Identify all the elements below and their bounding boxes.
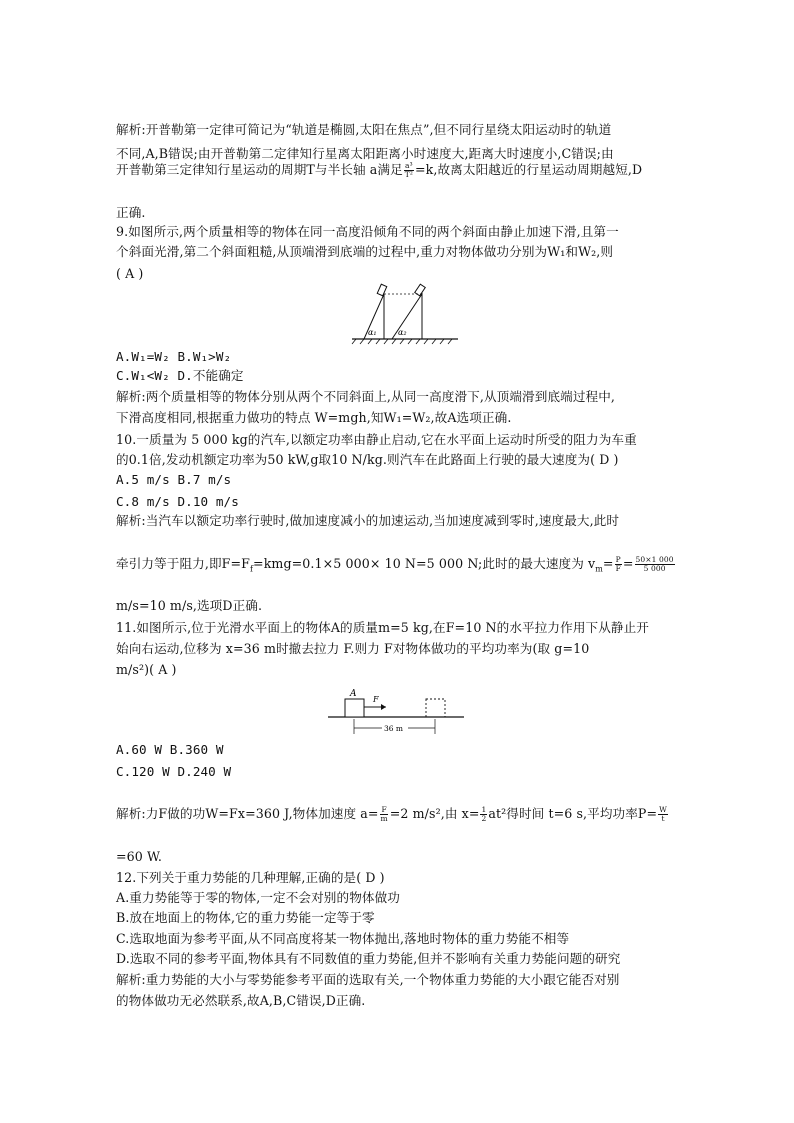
q9-inclined-planes-figure — [350, 282, 460, 346]
q11-options-ab: A.60 W B.360 W — [116, 742, 224, 757]
q11-explanation-line2: =60 W. — [116, 849, 162, 864]
q10-explanation-line3: m/s=10 m/s,选项D正确. — [116, 598, 263, 613]
frac-num: 50×1 000 — [635, 555, 674, 564]
block-a-label: A — [350, 689, 357, 699]
q11-text-b: =2 m/s²,由 x= — [389, 806, 480, 821]
fraction-power-force — [635, 556, 675, 573]
q11-block-figure — [326, 682, 466, 738]
q10-text-b: =kmg=0.1×5 000× 10 N=5 000 N;此时的最大速度为 v — [253, 556, 596, 571]
q11-text-a: 解析:力F做的功W=Fx=360 J,物体加速度 a= — [116, 806, 379, 821]
q12-explanation-line2: 的物体做功无必然联系,故A,B,C错误,D正确. — [116, 993, 366, 1008]
q8-explanation-line1: 解析:开普勒第一定律可简记为“轨道是椭圆,太阳在焦点”,但不同行星绕太阳运动时的轨道 — [116, 122, 612, 137]
q9-explanation-line1: 解析:两个质量相等的物体分别从两个不同斜面上,从同一高度滑下,从顶端滑到底端过程中, — [116, 389, 616, 404]
q8-text-b: =k,故离太阳越近的行星运动周期越短,D — [415, 162, 643, 177]
q10-explanation-line1: 解析:当汽车以额定功率行驶时,做加速度减小的加速运动,当加速度减到零时,速度最大,此时 — [116, 513, 620, 528]
q9-answer: ( A ) — [116, 266, 144, 281]
frac-den: m — [380, 814, 388, 823]
q10-explanation-line2: 牵引力等于阻力,即$F=F_f=kmg=0.1\times 5$ 000× 10 N=5 000 N;此时的最大速度为 $v_m=$ $\frac{P}{F}$ = $\frac{50\times 1 000}{5 000}$ — [116, 555, 674, 574]
q12-option-c: C.选取地面为参考平面,从不同高度将某一物体抛出,落地时物体的重力势能不相等 — [116, 931, 570, 946]
q10-equals: = — [602, 556, 614, 571]
q9-options-ab: A.W₁=W₂ B.W₁>W₂ — [116, 349, 232, 364]
q9-explanation-line2: 下滑高度相同,根据重力做功的特点 W=mgh,知W₁=W₂,故A选项正确. — [116, 410, 512, 425]
q12-stem: 12.下列关于重力势能的几种理解,正确的是( D ) — [116, 870, 385, 885]
q8-explanation-line3 — [116, 162, 642, 179]
q12-option-b: B.放在地面上的物体,它的重力势能一定等于零 — [116, 910, 375, 925]
q11-stem-line2: 始向右运动,位移为 x=36 m时撤去拉力 F.则力 F对物体做功的平均功率为(取 g=10 — [116, 641, 590, 656]
fraction-f-m — [380, 806, 389, 823]
q11-options-cd: C.120 W D.240 W — [116, 764, 232, 779]
q10-stem-line2: 的0.1倍,发动机额定功率为50 kW,g取10 N/kg.则汽车在此路面上行驶的最大速度为( D ) — [116, 452, 619, 467]
frac-num: a³ — [405, 161, 413, 170]
frac-num: W — [659, 805, 667, 814]
fraction-w-t — [658, 806, 668, 823]
force-f-label: F — [373, 695, 379, 704]
distance-label: 36 m — [384, 724, 404, 733]
q12-option-d: D.选取不同的参考平面,物体具有不同数值的重力势能,但并不影响有关重力势能问题的研究 — [116, 951, 621, 966]
q11-text-c: at²得时间 t=6 s,平均功率P= — [488, 806, 658, 821]
q9-options-cd: C.W₁<W₂ D.不能确定 — [116, 368, 244, 383]
frac-den: t — [661, 814, 665, 823]
q11-stem-line1: 11.如图所示,位于光滑水平面上的物体A的质量m=5 kg,在F=10 N的水平拉力作用下从静止开 — [116, 620, 649, 635]
q9-stem-line1: 9.如图所示,两个质量相等的物体在同一高度沿倾角不同的两个斜面由静止加速下滑,且第一 — [116, 224, 619, 239]
q9-stem-line2: 个斜面光滑,第二个斜面粗糙,从顶端滑到底端的过程中,重力对物体做功分别为W₁和W₂,则 — [116, 244, 614, 259]
q8-explanation-line4: 正确. — [116, 205, 146, 220]
q11-explanation-line1 — [116, 806, 669, 823]
q12-explanation-line1: 解析:重力势能的大小与零势能参考平面的选取有关,一个物体重力势能的大小跟它能否对别 — [116, 972, 620, 987]
q8-text-a: 开普勒第三定律知行星运动的周期T与半长轴 a满足 — [116, 162, 403, 177]
frac-den: 5 000 — [643, 564, 666, 573]
fraction-a3-t2 — [404, 162, 414, 179]
frac-den: F — [615, 564, 621, 573]
fraction-one-half: $\frac{1}{2}$ — [481, 805, 487, 823]
q10-stem-line1: 10.一质量为 5 000 kg的汽车,以额定功率由静止启动,它在水平面上运动时所受的阻力为车重 — [116, 432, 637, 447]
frac-den: T² — [404, 170, 413, 179]
q11-stem-line3: m/s²)( A ) — [116, 662, 177, 677]
frac-num: P — [615, 555, 621, 564]
frac-num: F — [381, 805, 387, 814]
q10-options-cd: C.8 m/s D.10 m/s — [116, 494, 239, 509]
q12-option-a: A.重力势能等于零的物体,一定不会对别的物体做功 — [116, 890, 400, 905]
angle-alpha1-label: α₁ — [368, 328, 377, 337]
angle-alpha2-label: α₂ — [398, 328, 407, 337]
q10-options-ab: A.5 m/s B.7 m/s — [116, 472, 232, 487]
fraction-p-f — [615, 556, 622, 573]
q10-text-a: 牵引力等于阻力,即F=F — [116, 556, 250, 571]
q8-explanation-line2: 不同,A,B错误;由开普勒第二定律知行星离太阳距离小时速度大,距离大时速度小,C错误;由 — [116, 146, 614, 161]
